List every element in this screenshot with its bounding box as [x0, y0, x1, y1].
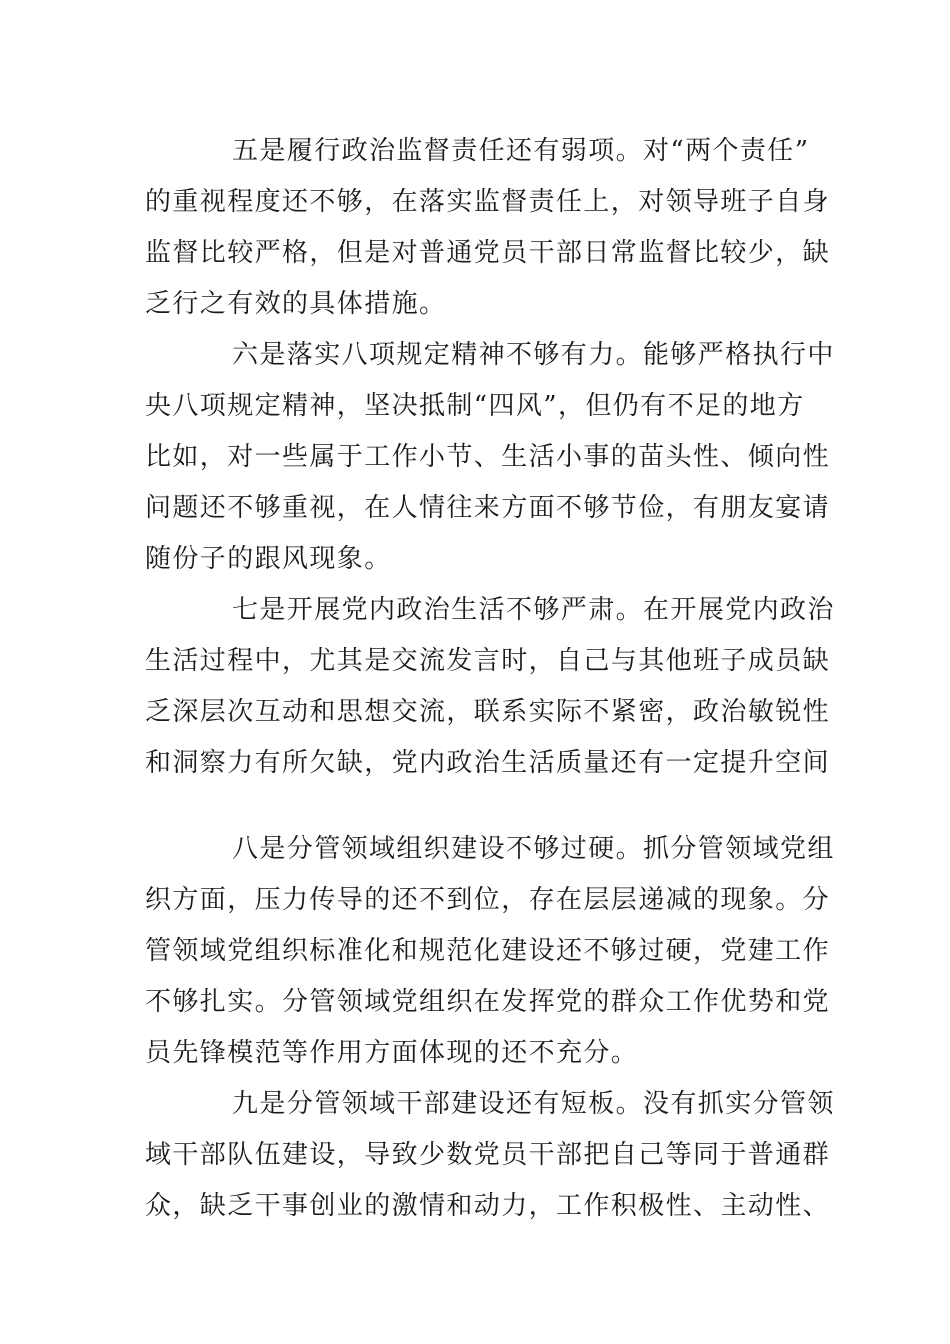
text-line: 员先锋模范等作用方面体现的还不充分。: [145, 1038, 639, 1068]
text-line: 五是履行政治监督责任还有弱项。对“两个责任”: [232, 136, 810, 166]
text-line: 织方面，压力传导的还不到位，存在层层递减的现象。分: [145, 885, 831, 915]
text-line: 域干部队伍建设，导致少数党员干部把自己等同于普通群: [145, 1140, 831, 1170]
text-line: 监督比较严格，但是对普通党员干部日常监督比较少，缺: [145, 238, 831, 268]
text-line: 管领域党组织标准化和规范化建设还不够过硬，党建工作: [145, 936, 831, 966]
text-line: 八是分管领域组织建设不够过硬。抓分管领域党组: [232, 834, 835, 864]
text-line: 七是开展党内政治生活不够严肃。在开展党内政治: [232, 595, 835, 625]
text-line: 比如，对一些属于工作小节、生活小事的苗头性、倾向性: [145, 442, 831, 472]
text-line: 随份子的跟风现象。: [145, 544, 392, 574]
text-line: 的重视程度还不够，在落实监督责任上，对领导班子自身: [145, 187, 831, 217]
text-line: 九是分管领域干部建设还有短板。没有抓实分管领: [232, 1089, 835, 1119]
paragraph-6-eight-regulations: [145, 330, 835, 585]
text-line: 央八项规定精神，坚决抵制“四风”，但仍有不足的地方: [145, 391, 805, 421]
paragraph-8-organization-building: [145, 824, 835, 1079]
paragraph-7-party-political-life: [145, 585, 835, 789]
text-line: 不够扎实。分管领域党组织在发挥党的群众工作优势和党: [145, 987, 831, 1017]
paragraph-9-cadre-building: [145, 1079, 835, 1232]
text-line: 问题还不够重视，在人情往来方面不够节俭，有朋友宴请: [145, 493, 831, 523]
text-line: 众，缺乏干事创业的激情和动力，工作积极性、主动性、: [145, 1191, 831, 1221]
paragraph-5-political-supervision: [145, 126, 830, 330]
text-line: 乏行之有效的具体措施。: [145, 289, 447, 319]
text-line: 和洞察力有所欠缺，党内政治生活质量还有一定提升空间: [145, 748, 831, 778]
text-line: 生活过程中，尤其是交流发言时，自己与其他班子成员缺: [145, 646, 831, 676]
text-line: 乏深层次互动和思想交流，联系实际不紧密，政治敏锐性: [145, 697, 831, 727]
text-line: 六是落实八项规定精神不够有力。能够严格执行中: [232, 340, 835, 370]
